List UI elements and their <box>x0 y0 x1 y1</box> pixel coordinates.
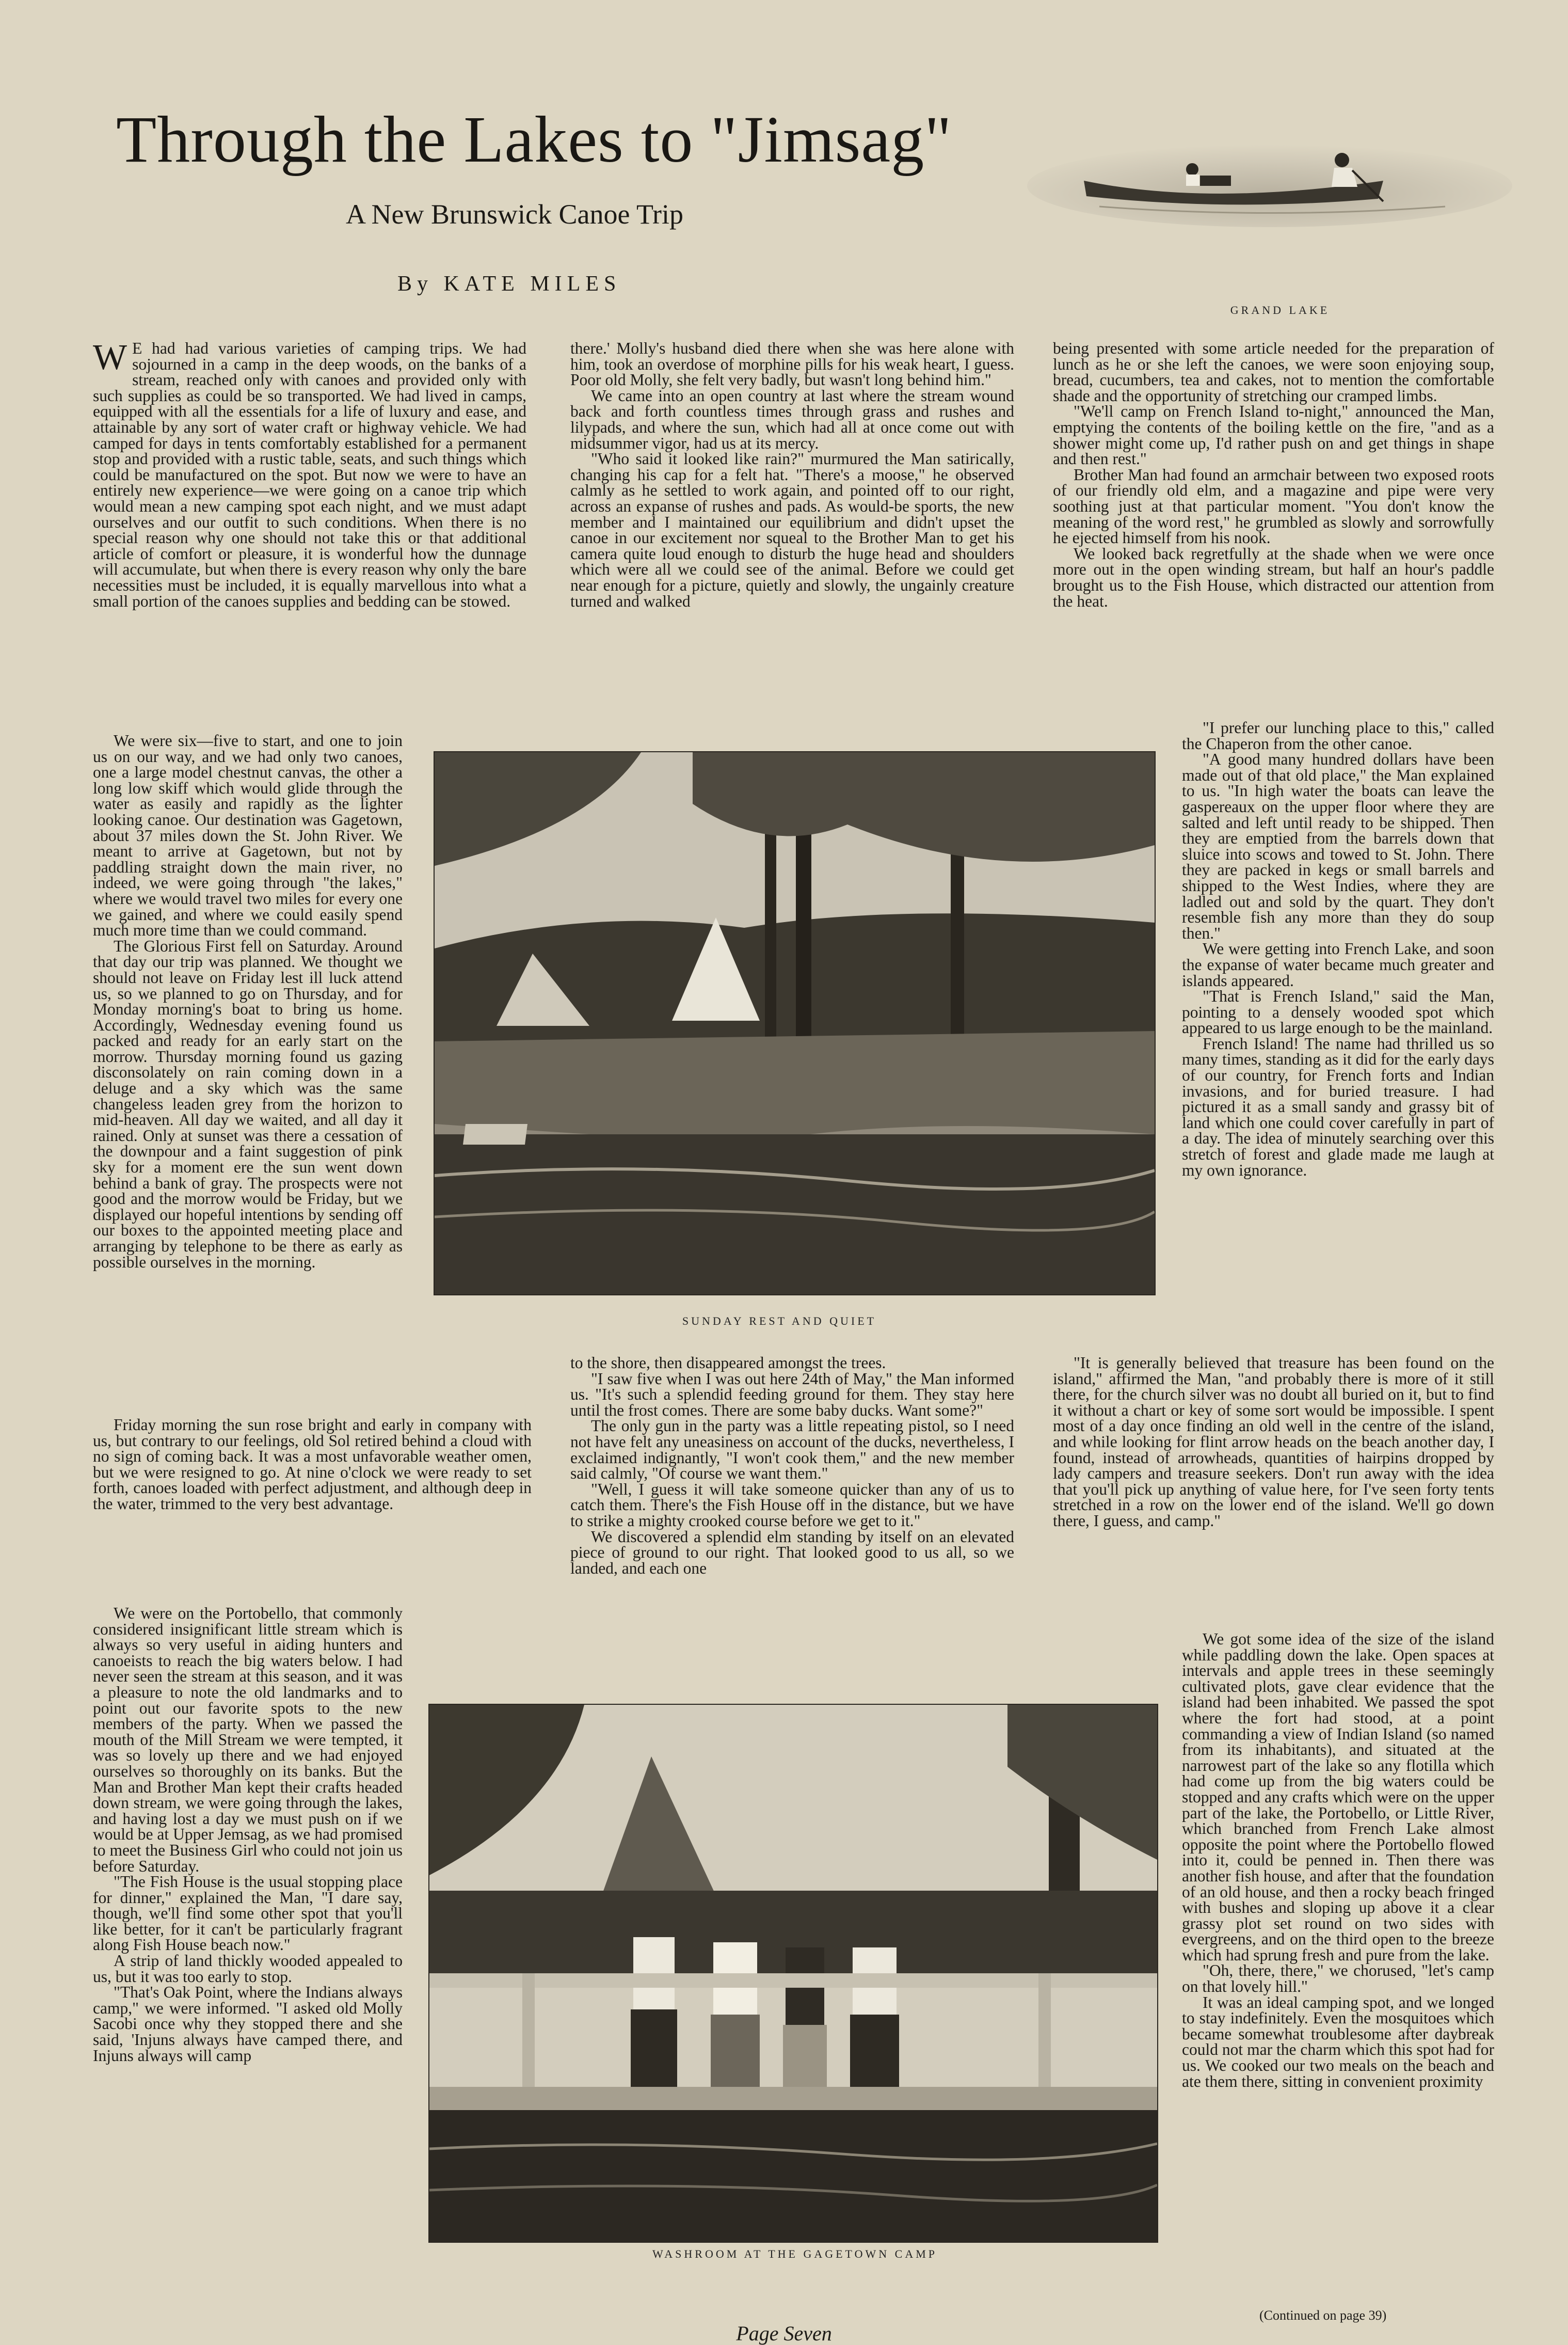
paragraph: "A good many hundred dollars have been made out of that old place," the Man explained to us. "In high water the boats can leave the gaspereaux on the upper floor where they are salted and left until ready to be shipped. Then they are emptied from the barrels down that sluice into scows and towed to St. John. There they are packed in kegs or small barrels and shipped to the West Indies, where they are ladled out and sold by the quart. They don't resemble fish any more than they do soup then." <box>1182 750 1494 942</box>
article-byline: By KATE MILES <box>397 272 621 296</box>
paragraph: "It is generally believed that treasure has been found on the island," affirmed the Man, "and probably there is more of it still there, for the church silver was no doubt all buried on it, but to find it without a chart or key of some sort would be impossible. I spent most of a day once finding an old well in the centre of the island, and while looking for flint arrow heads on the beach another day, I found, instead of arrowheads, quantities of hairpins dropped by lady campers and treasure seekers. Don't run away with the idea that you'll pick up anything of value here, for I've seen forty tents stretched in a row on the lower end of the island. We'll go down there, I guess, and camp." <box>1053 1354 1494 1530</box>
column-1-mid <box>93 733 403 1270</box>
paragraph: We discovered a splendid elm standing by itself on an elevated piece of ground to our right. That looked good to us all, so we landed, and each one <box>570 1527 1014 1577</box>
paragraph: "We'll camp on French Island to-night," announced the Man, emptying the contents of the boiling kettle on the fire, "and as a shower might come up, I'd rather push on and get things in shape and then rest." <box>1053 402 1494 468</box>
paragraph: "I saw five when I was out here 24th of May," the Man informed us. "It's such a splendid feeding ground for them. They stay here until the frost comes. There are some baby ducks. Want some?" <box>570 1369 1014 1419</box>
column-1-bottom <box>93 1606 403 2064</box>
paragraph: French Island! The name had thrilled us so many times, standing as it did for the early days of our country, for French forts and Indian invasions, and for buried treasure. I had pictured it as a small sandy and grassy bit of land which one could cover carefully in part of a day. The idea of minutely searching over this stretch of forest and glade made me laugh at my own ignorance. <box>1182 1034 1494 1179</box>
paragraph: "That's Oak Point, where the Indians always camp," we were informed. "I asked old Molly Sacobi once why they stopped there and she said, 'Injuns always have camped there, and Injuns always will camp <box>93 1983 403 2065</box>
column-2-mid <box>570 1355 1014 1576</box>
column-3-top <box>1053 341 1494 609</box>
paragraph: We were six—five to start, and one to join us on our way, and we had only two canoes, one a large model chestnut canvas, the other a long low skiff which would glide through the water as easily and rapidly as the lighter looking canoe. Our destination was Gagetown, about 37 miles down the St. John River. We meant to arrive at Gagetown, but not by paddling straight down the main river, no indeed, we were going through "the lakes," where we would travel two miles for every one we gained, and where we could easily spend much more time than we could command. <box>93 732 403 940</box>
column-1-top <box>93 338 526 610</box>
paragraph: It was an ideal camping spot, and we longed to stay indefinitely. Even the mosquitoes which became somewhat troublesome after daybreak could not mar the charm which this spot had for us. We cooked our two meals on the beach and ate them there, sitting in convenient proximity <box>1182 1993 1494 2090</box>
article-subtitle: A New Brunswick Canoe Trip <box>346 199 684 230</box>
paragraph: We looked back regretfully at the shade when we were once more out in the open winding stream, but half an hour's paddle brought us to the Fish House, which distracted our attention from the heat. <box>1053 544 1494 610</box>
paragraph: to the shore, then disappeared amongst the trees. <box>570 1354 886 1372</box>
paragraph: "I prefer our lunching place to this," called the Chaperon from the other canoe. <box>1182 719 1494 753</box>
paragraph: We were on the Portobello, that commonly considered insignificant little stream which is always so very useful in aiding hunters and canoeists to reach the big waters below. I had never seen the stream at this season, and it was a pleasure to note the old landmarks and to point out our favorite spots to the new members of the party. When we passed the mouth of the Mill Stream we were tempted, it was so lovely up there and we had enjoyed ourselves so thoroughly on its banks. But the Man and Brother Man kept their crafts headed down stream, we were going through the lakes, and having lost a day we must push on if we would be at Upper Jemsag, as we had promised to meet the Business Girl who could not join us before Saturday. <box>93 1604 403 1875</box>
paragraph: A strip of land thickly wooded appealed to us, but it was too early to stop. <box>93 1952 403 1986</box>
washroom-caption: WASHROOM AT THE GAGETOWN CAMP <box>652 2247 938 2260</box>
paragraph: "The Fish House is the usual stopping place for dinner," explained the Man, "I dare say, though, we'll find some other spot that you'll like better, for it can't be particularly fragrant along Fish House beach now." <box>93 1873 403 1954</box>
column-2-top <box>570 341 1014 609</box>
article-title: Through the Lakes to "Jimsag" <box>116 103 952 176</box>
column-3-mid <box>1182 720 1494 1178</box>
continued-note: (Continued on page 39) <box>1259 2308 1387 2323</box>
paragraph: We came into an open country at last where the stream wound back and forth countless times through grass and rushes and lilypads, and where the sun, which had all at once come out with midsummer vigor, had us at its mercy. <box>570 386 1014 452</box>
paragraph: "Who said it looked like rain?" murmured the Man satirically, changing his cap for a felt hat. "There's a moose," he observed calmly as he settled to work again, and pointed off to our right, across an expanse of rushes and pads. As would-be sports, the new member and I maintained our equilibrium and didn't upset the canoe in our excitement nor squeal to the Brother Man to get his camera quite loud enough to disturb the huge head and shoulders which were all we could see of the animal. Before we could get near enough for a picture, quietly and slowly, the ungainly creature turned and walked <box>570 450 1014 610</box>
paragraph: The Glorious First fell on Saturday. Around that day our trip was planned. We thought we should not leave on Friday lest ill luck attend us, so we planned to go on Thursday, and for Monday morning's boat to bring us home. Accordingly, Wednesday evening found us packed and ready for an early start on the morrow. Thursday morning found us gazing disconsolately on rain coming down in a deluge and a sky which was the same changeless leaden grey from the horizon to mid-heaven. All day we waited, and all day it rained. Only at sunset was there a cessation of the downpour and a faint suggestion of pink sky for a moment ere the sun went down behind a bank of gray. The prospects were not good and the morrow would be Friday, but we displayed our hopeful intentions by sending off our boxes to the appointed meeting place and arranging by telephone to be there as early as possible ourselves in the morning. <box>93 937 403 1271</box>
paragraph: W E had had various varieties of camping trips. We had sojourned in a camp in the deep woods, on the banks of a stream, reached only with canoes and provided only with such supplies as could be so transported. We had lived in camps, equipped with all the essentials for a life of luxury and ease, and attainable by any sort of water craft or highway vehicle. We had camped for days in tents comfortably established for a permanent stop and provided with a rustic table, seats, and such things which could be manufactured on the spot. But now we were to have an entirely new experience—we were going on a canoe trip which would mean a new camping spot each night, and we must adapt ourselves and our outfit to such conditions. When there is no special reason why one should not take this or that additional article of comfort or pleasure, it is wonderful how the dunnage will accumulate, but when there is every reason why only the bare necessities must be included, it is equally marvellous into what a small portion of the canoes supplies and bedding can be stowed. <box>93 338 526 610</box>
paragraph: Brother Man had found an armchair between two exposed roots of our friendly old elm, and a magazine and pipe were very soothing just at that particular moment. "You don't know the meaning of the word rest," he grumbled as slowly and sorrowfully he ejected himself from his nook. <box>1053 465 1494 547</box>
paragraph: there.' Molly's husband died there when she was here alone with him, took an overdose of morphine pills for his weak heart, I guess. Poor old Molly, she felt very badly, but wasn't long behind him." <box>570 339 1014 389</box>
paragraph: "That is French Island," said the Man, pointing to a densely wooded spot which appeared to us large enough to be the mainland. <box>1182 987 1494 1037</box>
paragraph: We were getting into French Lake, and soon the expanse of water became much greater and islands appeared. <box>1182 940 1494 990</box>
paragraph: being presented with some article needed for the preparation of lunch as he or she left the canoes, we were soon enjoying soup, bread, cucumbers, tea and cakes, not to mention the comfortable shade and the opportunity of stretching our cramped limbs. <box>1053 339 1494 405</box>
washroom-photo <box>428 1704 1158 2243</box>
column-3-bottom <box>1182 1631 1494 2089</box>
paragraph: Friday morning the sun rose bright and early in company with us, but contrary to our feelings, old Sol retired behind a cloud with no sign of coming back. It was a most unfavorable weather omen, but we were resigned to go. At nine o'clock we were ready to set forth, canoes loaded with perfect adjustment, and although deep in the water, trimmed to the very best advantage. <box>93 1416 532 1513</box>
page-number: Page Seven <box>736 2322 832 2345</box>
drop-cap: W <box>93 338 127 377</box>
sunday-rest-caption: SUNDAY REST AND QUIET <box>682 1314 877 1327</box>
paragraph: "Well, I guess it will take someone quicker than any of us to catch them. There's the Fish House off in the distance, but we have to strike a mighty crooked course before we get to it." <box>570 1480 1014 1530</box>
paragraph: The only gun in the party was a little repeating pistol, so I need not have felt any uneasiness on account of the ducks, nevertheless, I exclaimed indignantly, "I won't cook them," and the new member said calmly, "Of course we want them." <box>570 1417 1014 1483</box>
column-3-lower <box>1053 1355 1494 1529</box>
paragraph: We got some idea of the size of the island while paddling down the lake. Open spaces at intervals and apple trees in these seemingly cultivated plots, gave clear evidence that the island had been inhabited. We passed the spot where the fort had stood, at a point commanding a view of Indian Island (so named from its inhabitants), and situated at the narrowest part of the lake so any flotilla which had come up from the big waters could be stopped and any crafts which were on the upper part of the lake, the Portobello, or Little River, which branched from French Lake almost opposite the point where the Portobello flowed into it, could be penned in. Then there was another fish house, and after that the foundation of an old house, and then a rocky beach fringed with bushes and sloping up above it a clear grassy plot set round on two sides with evergreens, and on the third open to the breeze which had sprung fresh and pure from the lake. <box>1182 1630 1494 1964</box>
column-1-lower <box>93 1417 532 1512</box>
paragraph: "Oh, there, there," we chorused, "let's camp on that lovely hill." <box>1182 1961 1494 1996</box>
grand-lake-photo <box>1022 129 1517 227</box>
sunday-rest-photo <box>434 751 1156 1295</box>
grand-lake-caption: GRAND LAKE <box>1230 304 1330 316</box>
